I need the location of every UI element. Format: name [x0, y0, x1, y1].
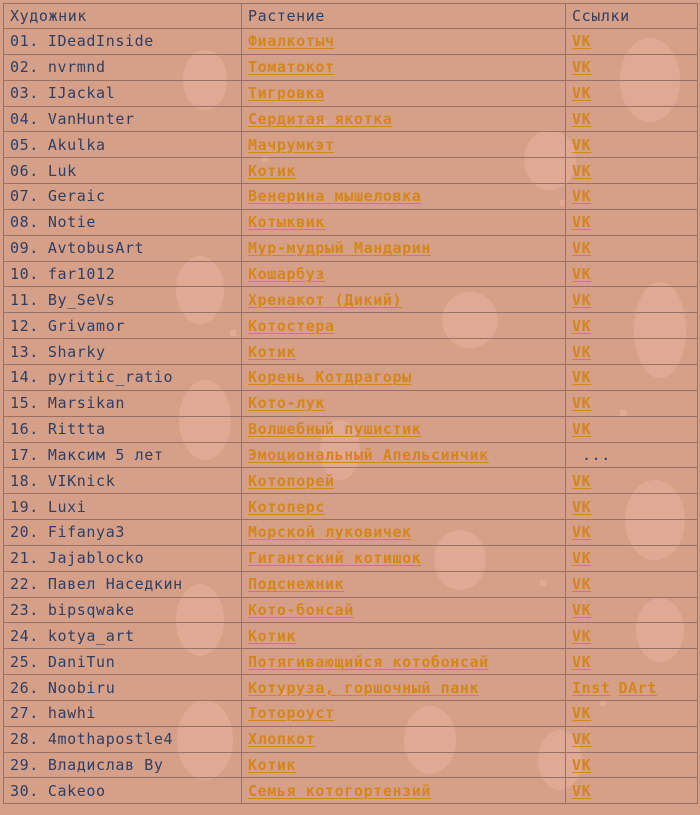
- table-row: [4, 675, 698, 701]
- artist-cell: [4, 700, 242, 726]
- artist-cell: [4, 752, 242, 778]
- artist-cell: [4, 132, 242, 158]
- artist-name: Grivamor: [47, 316, 125, 335]
- row-number: 03.: [10, 84, 39, 103]
- plant-cell: [242, 545, 566, 571]
- table-row: [4, 494, 698, 520]
- social-link-vk[interactable]: VK: [572, 626, 592, 645]
- artist-name: Rittta: [47, 420, 106, 439]
- links-cell: [566, 29, 698, 55]
- social-link-vk[interactable]: VK: [572, 575, 592, 594]
- artist-cell: [4, 364, 242, 390]
- plant-link[interactable]: Котик: [248, 756, 297, 775]
- plant-cell: [242, 313, 566, 339]
- plant-cell: [242, 649, 566, 675]
- social-link-vk[interactable]: VK: [572, 265, 592, 284]
- plant-cell: [242, 494, 566, 520]
- links-cell: [566, 132, 698, 158]
- plant-link[interactable]: Кошарбуз: [248, 265, 326, 284]
- table-body: [4, 29, 698, 804]
- row-number: 16.: [10, 420, 39, 439]
- plant-cell: [242, 726, 566, 752]
- plant-cell: [242, 235, 566, 261]
- links-cell: [566, 416, 698, 442]
- plant-cell: [242, 209, 566, 235]
- plant-link[interactable]: Сердитая якотка: [248, 109, 393, 128]
- plant-cell: [242, 287, 566, 313]
- links-cell: [566, 778, 698, 804]
- header-plant: Растение: [242, 4, 566, 29]
- social-link-vk[interactable]: VK: [572, 704, 592, 723]
- plant-link[interactable]: Морской луковичек: [248, 523, 412, 542]
- links-cell: [566, 700, 698, 726]
- table-row: [4, 158, 698, 184]
- table-row: [4, 29, 698, 55]
- links-placeholder: ...: [582, 445, 611, 464]
- plant-link[interactable]: Корень Котдрагоры: [248, 368, 412, 387]
- plant-link[interactable]: Котоперс: [248, 497, 326, 516]
- social-link-vk[interactable]: VK: [572, 135, 592, 154]
- social-link-vk[interactable]: VK: [572, 290, 592, 309]
- artist-name: Marsikan: [47, 394, 125, 413]
- links-cell: [566, 287, 698, 313]
- social-link-vk[interactable]: VK: [572, 187, 592, 206]
- artist-name: Jajablocko: [47, 549, 145, 568]
- table-row: [4, 261, 698, 287]
- row-number: 23.: [10, 600, 39, 619]
- table-row: [4, 778, 698, 804]
- plant-link[interactable]: Венерина мышеловка: [248, 187, 422, 206]
- social-link-vk[interactable]: VK: [572, 600, 592, 619]
- artist-cell: [4, 261, 242, 287]
- row-number: 08.: [10, 213, 39, 232]
- plant-cell: [242, 54, 566, 80]
- social-link-vk[interactable]: VK: [572, 84, 592, 103]
- row-number: 27.: [10, 704, 39, 723]
- table-row: [4, 313, 698, 339]
- plant-cell: [242, 339, 566, 365]
- social-link-vk[interactable]: VK: [572, 213, 592, 232]
- row-number: 07.: [10, 187, 39, 206]
- links-cell: [566, 261, 698, 287]
- row-number: 12.: [10, 316, 39, 335]
- row-number: 13.: [10, 342, 39, 361]
- header-artist: Художник: [4, 4, 242, 29]
- plant-link[interactable]: Гигантский котишок: [248, 549, 422, 568]
- links-cell: [566, 158, 698, 184]
- artist-cell: [4, 571, 242, 597]
- social-link-vk[interactable]: VK: [572, 58, 592, 77]
- links-cell: [566, 494, 698, 520]
- social-link-vk[interactable]: VK: [572, 652, 592, 671]
- social-link-vk[interactable]: VK: [572, 368, 592, 387]
- links-cell: [566, 339, 698, 365]
- artist-cell: [4, 778, 242, 804]
- social-link-dart[interactable]: DArt: [618, 678, 658, 697]
- table-row: [4, 209, 698, 235]
- table-row: [4, 545, 698, 571]
- table-row: [4, 54, 698, 80]
- plant-cell: [242, 623, 566, 649]
- artist-cell: [4, 726, 242, 752]
- social-link-vk[interactable]: VK: [572, 420, 592, 439]
- artist-name: hawhi: [47, 704, 97, 723]
- artist-name: VanHunter: [47, 109, 135, 128]
- artist-name: Fifanya3: [47, 523, 125, 542]
- artist-cell: [4, 675, 242, 701]
- table-row: [4, 700, 698, 726]
- table-row: [4, 416, 698, 442]
- links-cell: [566, 442, 698, 468]
- plant-cell: [242, 468, 566, 494]
- links-cell: [566, 106, 698, 132]
- row-number: 15.: [10, 394, 39, 413]
- artist-cell: [4, 597, 242, 623]
- row-number: 21.: [10, 549, 39, 568]
- artist-cell: [4, 520, 242, 546]
- row-number: 28.: [10, 730, 39, 749]
- plant-link[interactable]: Мур-мудрый Мандарин: [248, 239, 431, 258]
- plant-link[interactable]: Томатокот: [248, 58, 335, 77]
- social-link-vk[interactable]: VK: [572, 497, 592, 516]
- links-cell: [566, 390, 698, 416]
- artist-cell: [4, 390, 242, 416]
- table-row: [4, 339, 698, 365]
- artist-name: kotya_art: [47, 626, 135, 645]
- social-link-vk[interactable]: VK: [572, 781, 592, 800]
- artist-name: IJackal: [47, 84, 116, 103]
- social-link-vk[interactable]: VK: [572, 32, 592, 51]
- plant-cell: [242, 675, 566, 701]
- social-link-vk[interactable]: VK: [572, 109, 592, 128]
- row-number: 02.: [10, 58, 39, 77]
- table-row: [4, 442, 698, 468]
- artist-cell: [4, 29, 242, 55]
- row-number: 01.: [10, 32, 39, 51]
- plant-cell: [242, 364, 566, 390]
- plant-link[interactable]: Кото-бонсай: [248, 600, 354, 619]
- plant-link[interactable]: Тотороуст: [248, 704, 335, 723]
- plant-link[interactable]: Волшебный пушистик: [248, 420, 422, 439]
- plant-link[interactable]: Котик: [248, 161, 297, 180]
- table-row: [4, 390, 698, 416]
- artist-name: bipsqwake: [47, 600, 135, 619]
- plant-cell: [242, 778, 566, 804]
- table-row: [4, 287, 698, 313]
- links-cell: [566, 364, 698, 390]
- plant-link[interactable]: Эмоциональный Апельсинчик: [248, 445, 489, 464]
- artist-cell: [4, 623, 242, 649]
- row-number: 22.: [10, 575, 39, 594]
- artist-name: 4mothapostle4: [47, 730, 174, 749]
- links-cell: [566, 545, 698, 571]
- row-number: 10.: [10, 265, 39, 284]
- artist-name: Sharky: [47, 342, 106, 361]
- artist-cell: [4, 649, 242, 675]
- artist-name: Geraic: [47, 187, 106, 206]
- row-number: 24.: [10, 626, 39, 645]
- plant-link[interactable]: Котопорей: [248, 471, 335, 490]
- social-link-vk[interactable]: VK: [572, 161, 592, 180]
- row-number: 05.: [10, 135, 39, 154]
- plant-cell: [242, 416, 566, 442]
- social-link-inst[interactable]: Inst: [572, 678, 611, 697]
- row-number: 14.: [10, 368, 39, 387]
- artist-cell: [4, 80, 242, 106]
- table-row: [4, 235, 698, 261]
- social-link-vk[interactable]: VK: [572, 342, 592, 361]
- plant-cell: [242, 184, 566, 210]
- artist-name: IDeadInside: [47, 32, 154, 51]
- row-number: 20.: [10, 523, 39, 542]
- plant-link[interactable]: Семья котогортензий: [248, 781, 431, 800]
- row-number: 19.: [10, 497, 39, 516]
- artist-name: Luk: [47, 161, 77, 180]
- links-cell: [566, 623, 698, 649]
- artist-cell: [4, 209, 242, 235]
- artist-cell: [4, 416, 242, 442]
- table-row: [4, 468, 698, 494]
- table-row: [4, 752, 698, 778]
- plant-cell: [242, 106, 566, 132]
- artist-name: Akulka: [47, 135, 106, 154]
- table-header-row: [4, 4, 698, 29]
- table-row: [4, 132, 698, 158]
- artist-name: Павел Наседкин: [47, 575, 183, 594]
- artist-name: Cakeoo: [47, 781, 106, 800]
- artist-cell: [4, 54, 242, 80]
- social-link-vk[interactable]: VK: [572, 756, 592, 775]
- links-cell: [566, 752, 698, 778]
- plant-cell: [242, 29, 566, 55]
- links-cell: [566, 184, 698, 210]
- plant-link[interactable]: Фиалкотыч: [248, 32, 335, 51]
- plant-cell: [242, 261, 566, 287]
- table-row: [4, 364, 698, 390]
- row-number: 25.: [10, 652, 39, 671]
- plant-link[interactable]: Потягивающийся котобонсай: [248, 652, 489, 671]
- table-row: [4, 571, 698, 597]
- table-row: [4, 649, 698, 675]
- links-cell: [566, 520, 698, 546]
- artist-cell: [4, 339, 242, 365]
- artist-cell: [4, 184, 242, 210]
- links-cell: [566, 649, 698, 675]
- table-row: [4, 520, 698, 546]
- artist-cell: [4, 106, 242, 132]
- plant-link[interactable]: Кото-лук: [248, 394, 326, 413]
- plant-cell: [242, 390, 566, 416]
- plant-cell: [242, 158, 566, 184]
- plant-cell: [242, 700, 566, 726]
- plant-link[interactable]: Тигровка: [248, 84, 326, 103]
- links-cell: [566, 571, 698, 597]
- row-number: 29.: [10, 756, 39, 775]
- row-number: 30.: [10, 781, 39, 800]
- artists-table: [3, 3, 698, 804]
- plant-link[interactable]: Котостера: [248, 316, 335, 335]
- row-number: 26.: [10, 678, 39, 697]
- plant-cell: [242, 80, 566, 106]
- artist-name: nvrmnd: [47, 58, 106, 77]
- artist-cell: [4, 442, 242, 468]
- artist-name: Владислав Ву: [47, 756, 164, 775]
- plant-link[interactable]: Мачрумкэт: [248, 135, 335, 154]
- links-cell: [566, 209, 698, 235]
- artist-cell: [4, 545, 242, 571]
- artist-name: Noobiru: [47, 678, 116, 697]
- plant-cell: [242, 520, 566, 546]
- row-number: 11.: [10, 290, 39, 309]
- artist-name: VIKnick: [47, 471, 116, 490]
- links-cell: [566, 597, 698, 623]
- artist-name: AvtobusArt: [47, 239, 145, 258]
- row-number: 18.: [10, 471, 39, 490]
- artist-name: far1012: [47, 265, 116, 284]
- plant-link[interactable]: Котик: [248, 342, 297, 361]
- social-link-vk[interactable]: VK: [572, 523, 592, 542]
- table-row: [4, 184, 698, 210]
- row-number: 17.: [10, 445, 39, 464]
- social-link-vk[interactable]: VK: [572, 549, 592, 568]
- artist-name: Notie: [47, 213, 97, 232]
- artist-name: Luxi: [47, 497, 87, 516]
- table-row: [4, 106, 698, 132]
- plant-link[interactable]: Хлопкот: [248, 730, 316, 749]
- table-row: [4, 623, 698, 649]
- plant-cell: [242, 442, 566, 468]
- social-link-vk[interactable]: VK: [572, 471, 592, 490]
- row-number: 09.: [10, 239, 39, 258]
- plant-cell: [242, 597, 566, 623]
- artist-cell: [4, 313, 242, 339]
- links-cell: [566, 80, 698, 106]
- artist-name: pyritic_ratio: [47, 368, 174, 387]
- plant-cell: [242, 571, 566, 597]
- artist-name: DaniTun: [47, 652, 116, 671]
- plant-link[interactable]: Котыквик: [248, 213, 326, 232]
- social-link-vk[interactable]: VK: [572, 730, 592, 749]
- links-cell: [566, 235, 698, 261]
- links-cell: [566, 468, 698, 494]
- plant-link[interactable]: Хренакот (Дикий): [248, 290, 403, 309]
- plant-cell: [242, 132, 566, 158]
- artist-cell: [4, 235, 242, 261]
- links-cell: [566, 726, 698, 752]
- plant-cell: [242, 752, 566, 778]
- row-number: 04.: [10, 109, 39, 128]
- artist-cell: [4, 494, 242, 520]
- artist-cell: [4, 468, 242, 494]
- artist-cell: [4, 158, 242, 184]
- artist-name: By_SeVs: [47, 290, 116, 309]
- plant-link[interactable]: Котуруза, горшочный панк: [248, 678, 480, 697]
- table-row: [4, 597, 698, 623]
- links-cell: [566, 54, 698, 80]
- plant-link[interactable]: Подснежник: [248, 575, 345, 594]
- plant-link[interactable]: Котик: [248, 626, 297, 645]
- artist-cell: [4, 287, 242, 313]
- row-number: 06.: [10, 161, 39, 180]
- artist-name: Максим 5 лет: [47, 445, 164, 464]
- social-link-vk[interactable]: VK: [572, 394, 592, 413]
- table-row: [4, 80, 698, 106]
- links-cell: [566, 675, 698, 701]
- social-link-vk[interactable]: VK: [572, 316, 592, 335]
- social-link-vk[interactable]: VK: [572, 239, 592, 258]
- links-cell: [566, 313, 698, 339]
- table-row: [4, 726, 698, 752]
- header-links: Ссылки: [566, 4, 698, 29]
